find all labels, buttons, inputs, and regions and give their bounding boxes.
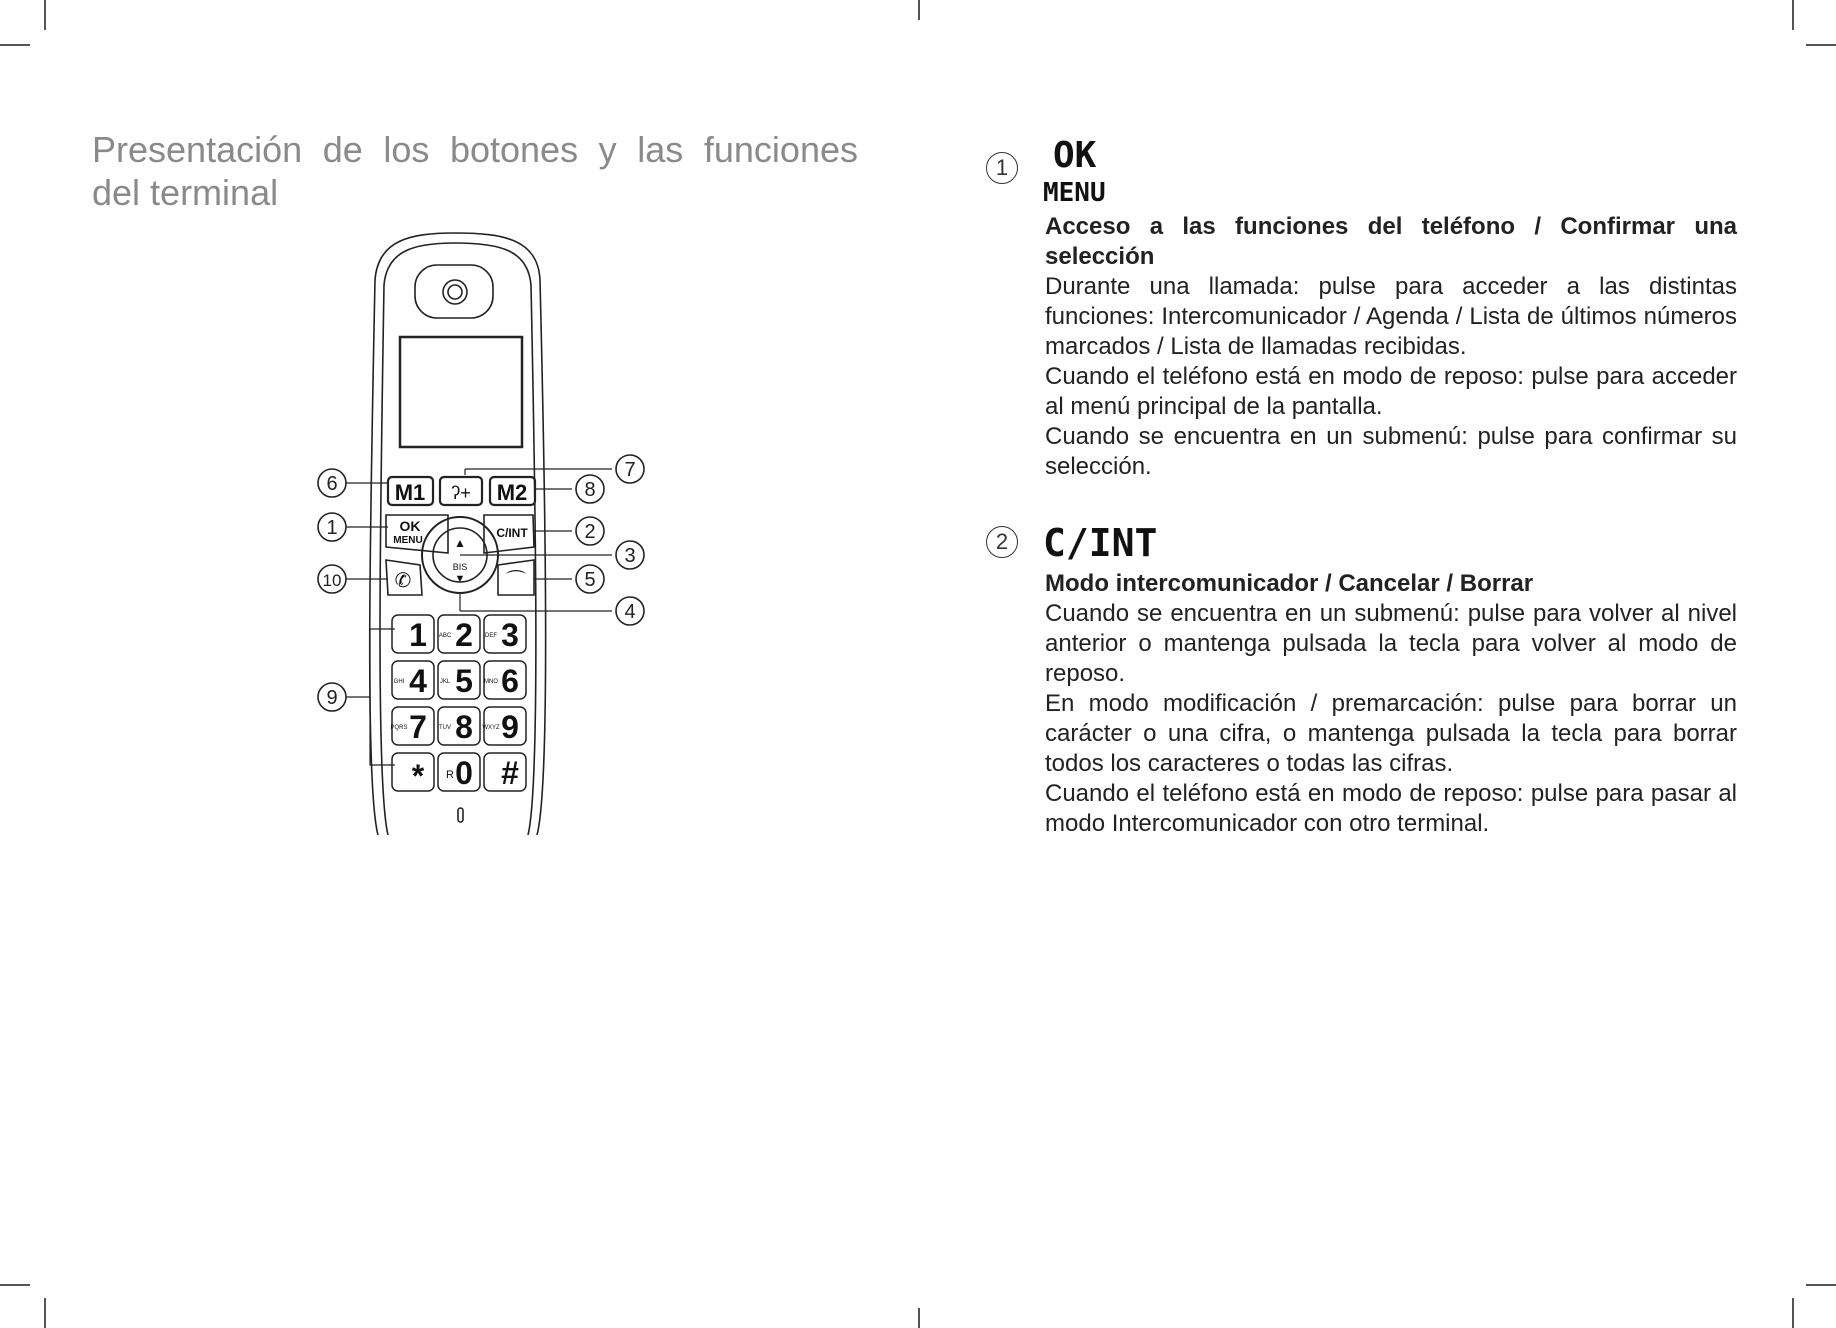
- callout-5-num: 5: [584, 569, 596, 591]
- title-line-2: del terminal: [92, 172, 279, 213]
- m2-label: M2: [496, 480, 528, 505]
- section-2-paragraph-1: Cuando se encuentra en un submenú: pulse para volver al nivel anterior o mantenga pulsada la tecla para volver al modo de reposo.: [1045, 600, 1737, 687]
- crop-mark: [1792, 0, 1794, 30]
- section-1-paragraph-1: Durante una llamada: pulse para acceder a las distintas funciones: Intercomunicador / Agenda / Lista de últimos números marcados / Lista de llamadas recibidas.: [1045, 273, 1737, 360]
- key-6-letters: MNO: [484, 679, 498, 685]
- section-1-number: 1: [986, 152, 1018, 184]
- key-8-digit: 8: [455, 709, 473, 745]
- crop-mark: [918, 1308, 920, 1328]
- callout-8-num: 8: [584, 479, 596, 501]
- callout-6-num: 6: [326, 473, 338, 495]
- key-1-digit: 1: [409, 617, 427, 653]
- key-9-digit: 9: [501, 709, 519, 745]
- crop-mark: [0, 44, 30, 46]
- crop-mark: [1806, 1284, 1836, 1286]
- key-8-letters: TUV: [439, 725, 451, 731]
- down-arrow-icon: ▼: [454, 573, 466, 585]
- crop-mark: [44, 1298, 46, 1328]
- page-title: [92, 128, 858, 214]
- ear-icon: ʔ+: [451, 483, 471, 503]
- section-1-paragraph-2: Cuando el teléfono está en modo de reposo: pulse para acceder al menú principal de la pantalla.: [1045, 363, 1737, 420]
- callout-10-num: 10: [322, 571, 342, 590]
- menu-key-label: MENU: [1043, 178, 1106, 208]
- crop-mark: [918, 0, 920, 20]
- key-7-letters: PQRS: [390, 725, 408, 731]
- earpiece-icon: [443, 280, 467, 304]
- crop-mark: [0, 1284, 30, 1286]
- key-2-digit: 2: [455, 617, 473, 653]
- phonebook-icon: ▲: [454, 536, 466, 550]
- key-5-digit: 5: [455, 663, 473, 699]
- callout-4-num: 4: [624, 601, 636, 623]
- key-2-letters: ABC: [438, 633, 452, 639]
- r-key-label: R: [446, 769, 454, 781]
- crop-mark: [1792, 1298, 1794, 1328]
- crop-mark: [1806, 44, 1836, 46]
- handset-illustration: [300, 225, 700, 835]
- menu-label: MENU: [393, 535, 423, 546]
- section-2-paragraph-3: Cuando el teléfono está en modo de reposo: pulse para pasar al modo Intercomunicador con otro terminal.: [1045, 780, 1737, 837]
- key-6-digit: 6: [501, 663, 519, 699]
- callout-3-num: 3: [624, 545, 636, 567]
- section-2-heading: Modo intercomunicador / Cancelar / Borrar: [1045, 570, 1534, 597]
- key-4-letters: GHI: [393, 679, 405, 685]
- key-hash-symbol: #: [501, 755, 519, 791]
- callout-1-num: 1: [326, 517, 338, 539]
- key-star-symbol: *: [411, 758, 425, 794]
- cint-key-label: C/INT: [1043, 521, 1158, 565]
- key-7-digit: 7: [409, 709, 427, 745]
- m1-label: M1: [394, 480, 426, 505]
- section-1-heading: Acceso a las funciones del teléfono / Confirmar una selección: [1045, 213, 1737, 270]
- display-screen: [400, 337, 522, 447]
- callout-9-num: 9: [326, 687, 338, 709]
- bis-label: BIS: [452, 562, 468, 572]
- key-4-digit: 4: [409, 663, 427, 699]
- key-0-digit: 0: [455, 755, 473, 791]
- callout-2-num: 2: [584, 521, 596, 543]
- key-9-letters: WXYZ: [482, 725, 500, 731]
- crop-mark: [44, 0, 46, 30]
- callout-7-num: 7: [624, 459, 636, 481]
- key-3-letters: DEF: [485, 633, 497, 639]
- earpiece: [415, 265, 493, 318]
- key-5-letters: JKL: [439, 679, 451, 685]
- section-2-body: [1045, 569, 1737, 839]
- microphone: [458, 808, 463, 822]
- cint-label: C/INT: [496, 526, 528, 540]
- ok-label: OK: [399, 518, 421, 534]
- talk-icon: ✆: [394, 570, 412, 592]
- section-1-body: [1045, 212, 1737, 482]
- hangup-icon: ⌒: [506, 570, 526, 592]
- title-line-1: Presentación de los botones y las funciones: [92, 129, 858, 170]
- section-2-number: 2: [986, 526, 1018, 558]
- ok-key-label: OK: [1053, 135, 1097, 176]
- section-1-paragraph-3: Cuando se encuentra en un submenú: pulse para confirmar su selección.: [1045, 423, 1737, 480]
- key-3-digit: 3: [501, 617, 519, 653]
- section-2-paragraph-2: En modo modificación / premarcación: pulse para borrar un carácter o una cifra, o mantenga pulsada la tecla para borrar todos los caracteres o todas las cifras.: [1045, 690, 1737, 777]
